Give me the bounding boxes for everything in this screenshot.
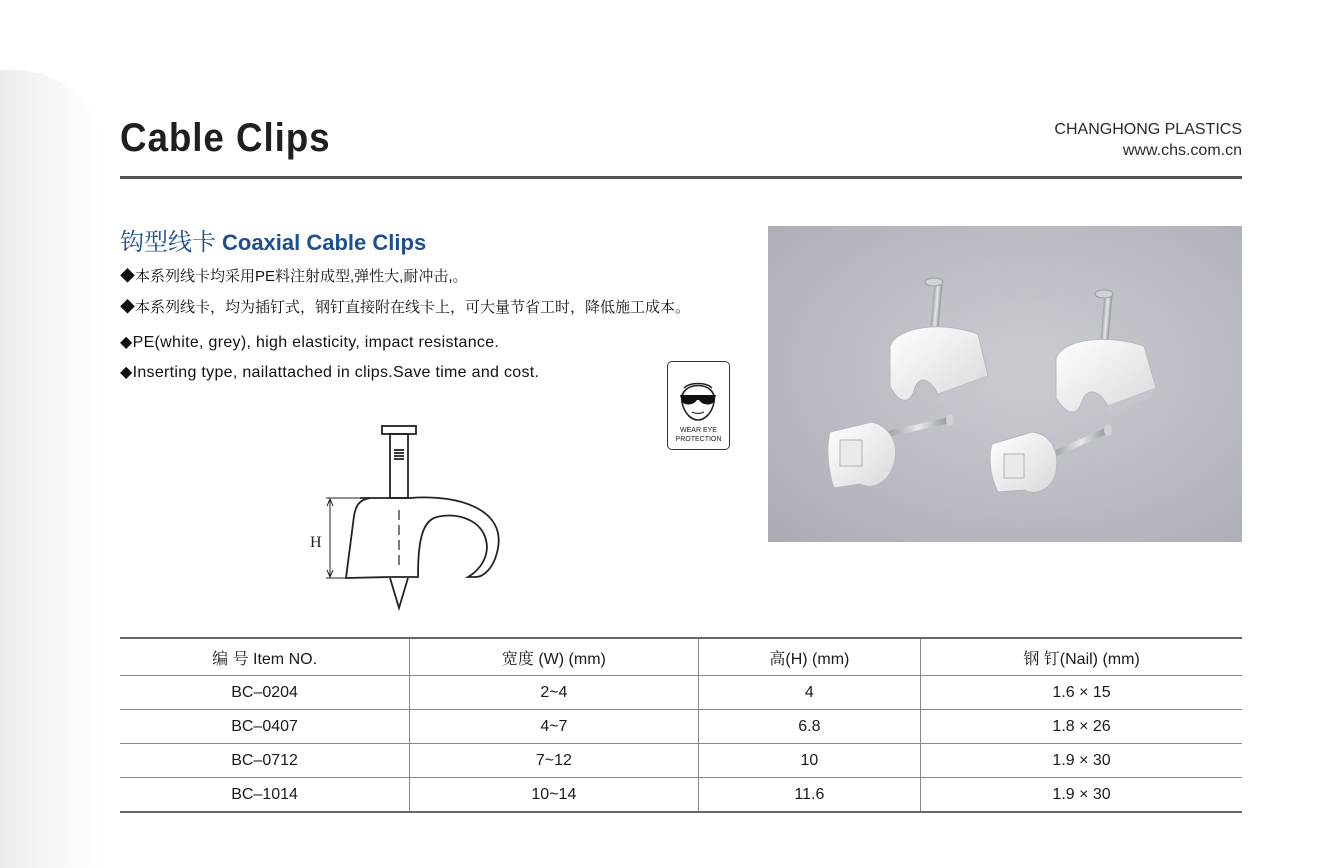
- goggles-face-icon: [668, 362, 728, 424]
- height-cell: 10: [698, 744, 921, 778]
- item-no-cell: BC–0204: [120, 676, 410, 710]
- header-item-no: 编 号 Item NO.: [120, 638, 410, 676]
- section-title-en: Coaxial Cable Clips: [222, 230, 427, 255]
- eye-protection-sign: [667, 361, 730, 450]
- company-website[interactable]: www.chs.com.cn: [1122, 142, 1242, 159]
- header-width: 宽度 (W) (mm): [410, 638, 698, 676]
- item-no-cell: BC–0407: [120, 710, 410, 744]
- table-row: [120, 778, 1242, 813]
- eye-sign-text: [668, 426, 729, 444]
- feature-bullet-en-1: ◆PE(white, grey), high elasticity, impact resistance.: [120, 334, 500, 351]
- table-row: [120, 744, 1242, 778]
- feature-bullet-cn-1: ◆本系列线卡均采用PE料注射成型,弹性大,耐冲击,。: [120, 268, 468, 285]
- product-photo: [768, 226, 1242, 542]
- page-edge-shadow: [0, 70, 105, 868]
- table-header-row: [120, 638, 1242, 676]
- table-row: [120, 710, 1242, 744]
- cable-clips-photo: [768, 226, 1242, 542]
- width-cell: 2~4: [410, 676, 698, 710]
- width-cell: 7~12: [410, 744, 698, 778]
- width-cell: 4~7: [410, 710, 698, 744]
- height-cell: 6.8: [698, 710, 921, 744]
- header-divider: [120, 176, 1242, 179]
- section-title-cn: 钩型线卡: [120, 229, 216, 256]
- eye-sign-line1: WEAR EYE: [680, 427, 717, 434]
- feature-bullet-cn-2: ◆本系列线卡，均为插钉式，钢钉直接附在线卡上，可大量节省工时，降低施工成本。: [120, 299, 691, 316]
- height-dimension-label: H: [310, 534, 322, 551]
- width-cell: 10~14: [410, 778, 698, 813]
- page-title: Cable Clips: [120, 116, 331, 160]
- nail-cell: 1.8 × 26: [921, 710, 1242, 744]
- table-row: [120, 676, 1242, 710]
- nail-cell: 1.6 × 15: [921, 676, 1242, 710]
- height-cell: 4: [698, 676, 921, 710]
- header-nail: 钢 钉(Nail) (mm): [921, 638, 1242, 676]
- company-block: [1054, 119, 1242, 161]
- spec-table: [120, 637, 1242, 813]
- height-cell: 11.6: [698, 778, 921, 813]
- header-height: 高(H) (mm): [698, 638, 921, 676]
- item-no-cell: BC–0712: [120, 744, 410, 778]
- item-no-cell: BC–1014: [120, 778, 410, 813]
- feature-bullet-en-2: ◆Inserting type, nailattached in clips.Save time and cost.: [120, 364, 540, 381]
- eye-sign-line2: PROTECTION: [675, 436, 722, 443]
- nail-cell: 1.9 × 30: [921, 778, 1242, 813]
- clip-technical-drawing: [300, 420, 520, 620]
- company-name: CHANGHONG PLASTICS: [1054, 121, 1242, 138]
- section-title: [120, 222, 426, 257]
- nail-cell: 1.9 × 30: [921, 744, 1242, 778]
